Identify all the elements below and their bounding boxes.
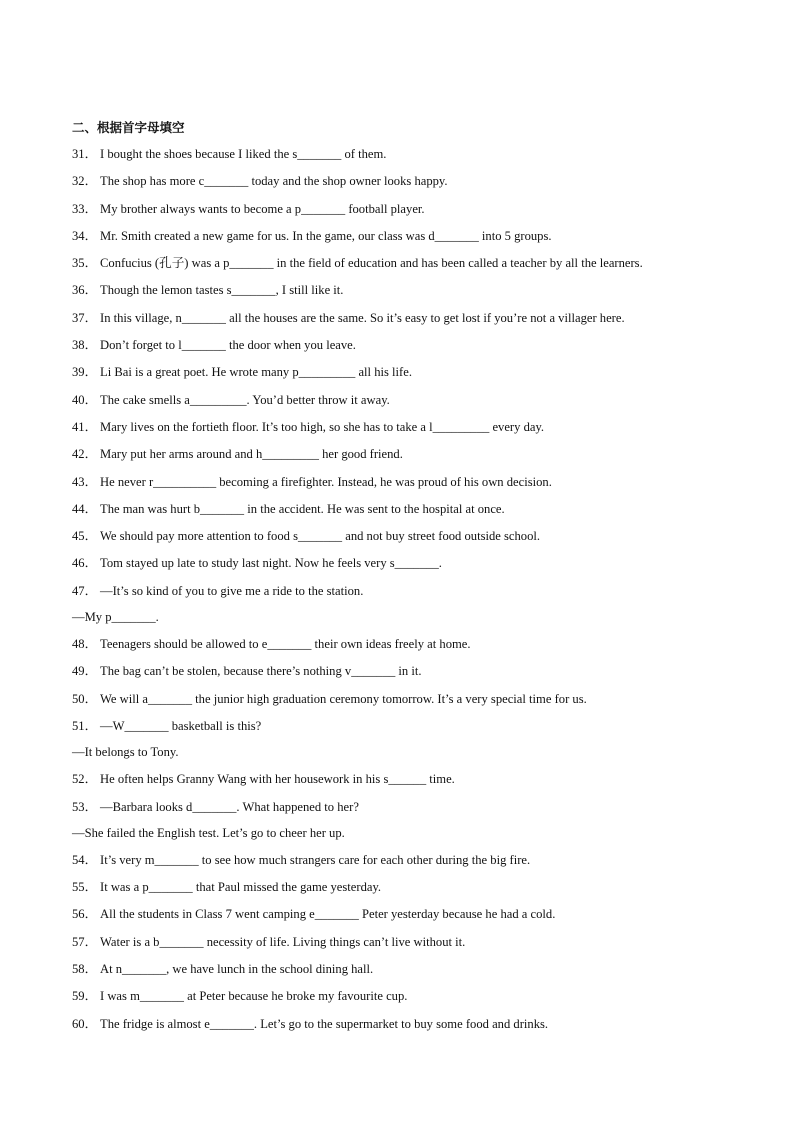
question-number: 56． [72,907,98,922]
question-text: We will a_______ the junior high graduation ceremony tomorrow. It’s a very special time for us. [100,691,587,706]
question-item [72,878,722,896]
question-number: 55． [72,880,98,895]
question-list [72,145,722,1033]
question-number: 31． [72,147,98,161]
question-item [72,960,722,978]
question-number: 60． [72,1016,98,1031]
question-text: He often helps Granny Wang with her housework in his s______ time. [100,772,455,787]
question-number: 58． [72,962,98,977]
question-item [72,933,722,951]
section-title: 二、根据首字母填空 [72,120,185,135]
question-item [72,227,722,245]
question-text: Mary put her arms around and h_________ her good friend. [100,447,403,462]
question-item [72,445,722,463]
question-item [72,281,722,299]
question-item [72,527,722,545]
question-item [72,554,722,572]
question-item [72,662,722,680]
question-number: 53． [72,799,98,814]
question-text: Don’t forget to l_______ the door when you leave. [100,338,356,353]
question-number: 59． [72,989,98,1004]
question-number: 50． [72,691,98,706]
question-text: My brother always wants to become a p_______ football player. [100,201,425,216]
question-text: Though the lemon tastes s_______, I still like it. [100,283,344,298]
dialogue-reply: —She failed the English test. Let’s go to cheer her up. [72,825,345,840]
question-number: 37． [72,310,98,325]
question-text: —Barbara looks d_______. What happened to her? [100,799,359,814]
question-item [72,905,722,923]
question-text: The fridge is almost e_______. Let’s go to the supermarket to buy some food and drinks. [100,1016,549,1031]
question-item [72,473,722,491]
question-number: 41． [72,419,98,434]
question-text: All the students in Class 7 went camping e_______ Peter yesterday because he had a cold. [100,907,556,922]
dialogue-reply: —It belongs to Tony. [72,744,179,759]
question-number: 32． [72,174,98,189]
question-number: 57． [72,934,98,949]
question-text: Li Bai is a great poet. He wrote many p_________ all his life. [100,365,412,380]
question-item [72,254,722,272]
question-item [72,145,722,163]
question-item [72,717,722,735]
question-number: 38． [72,338,98,353]
question-text: Water is a b_______ necessity of life. Living things can’t live without it. [100,934,466,949]
question-number: 43． [72,474,98,489]
question-number: 54． [72,852,98,867]
question-text: The bag can’t be stolen, because there’s nothing v_______ in it. [100,664,422,679]
question-item [72,582,722,600]
question-text: Confucius (孔子) was a p_______ in the field of education and has been called a teacher by all the learners. [100,256,643,271]
question-text: Mary lives on the fortieth floor. It’s too high, so she has to take a l_________ every day. [100,419,545,434]
question-text: Mr. Smith created a new game for us. In the game, our class was d_______ into 5 groups. [100,228,552,243]
question-text: I was m_______ at Peter because he broke my favourite cup. [100,989,408,1004]
question-number: 44． [72,501,98,516]
question-number: 49． [72,664,98,679]
question-number: 40． [72,392,98,407]
question-number: 48． [72,637,98,652]
worksheet-page [72,119,722,1033]
question-item [72,1015,722,1033]
question-item [72,851,722,869]
question-text: In this village, n_______ all the houses are the same. So it’s easy to get lost if you’re not a villager here. [100,310,625,325]
question-item [72,363,722,381]
question-item [72,391,722,409]
question-text: It’s very m_______ to see how much strangers care for each other during the big fire. [100,852,531,867]
question-text: The man was hurt b_______ in the accident. He was sent to the hospital at once. [100,501,505,516]
question-item [72,635,722,653]
question-number: 47． [72,583,98,598]
dialogue-reply: —My p_______. [72,609,159,624]
question-text: I bought the shoes because I liked the s_______ of them. [100,147,387,161]
question-item [72,336,722,354]
question-text: The cake smells a_________. You’d better throw it away. [100,392,390,407]
question-number: 42． [72,447,98,462]
question-number: 45． [72,529,98,544]
question-text: The shop has more c_______ today and the shop owner looks happy. [100,174,448,189]
question-text: At n_______, we have lunch in the school dining hall. [100,962,374,977]
question-number: 36． [72,283,98,298]
question-number: 51． [72,718,98,733]
question-number: 35． [72,256,98,271]
question-number: 46． [72,556,98,571]
question-item [72,172,722,190]
question-number: 52． [72,772,98,787]
question-number: 33． [72,201,98,216]
question-text: It was a p_______ that Paul missed the game yesterday. [100,880,382,895]
question-item [72,770,722,788]
question-item [72,500,722,518]
question-text: —W_______ basketball is this? [100,718,262,733]
question-text: —It’s so kind of you to give me a ride to the station. [100,583,364,598]
question-item [72,418,722,436]
question-number: 34． [72,228,98,243]
question-text: Tom stayed up late to study last night. Now he feels very s_______. [100,556,442,571]
question-number: 39． [72,365,98,380]
question-item [72,987,722,1005]
question-item [72,200,722,218]
question-text: He never r__________ becoming a firefighter. Instead, he was proud of his own decision. [100,474,552,489]
question-item [72,690,722,708]
question-item [72,309,722,327]
question-text: Teenagers should be allowed to e_______ their own ideas freely at home. [100,637,471,652]
question-item [72,798,722,816]
question-text: We should pay more attention to food s_______ and not buy street food outside school. [100,529,541,544]
